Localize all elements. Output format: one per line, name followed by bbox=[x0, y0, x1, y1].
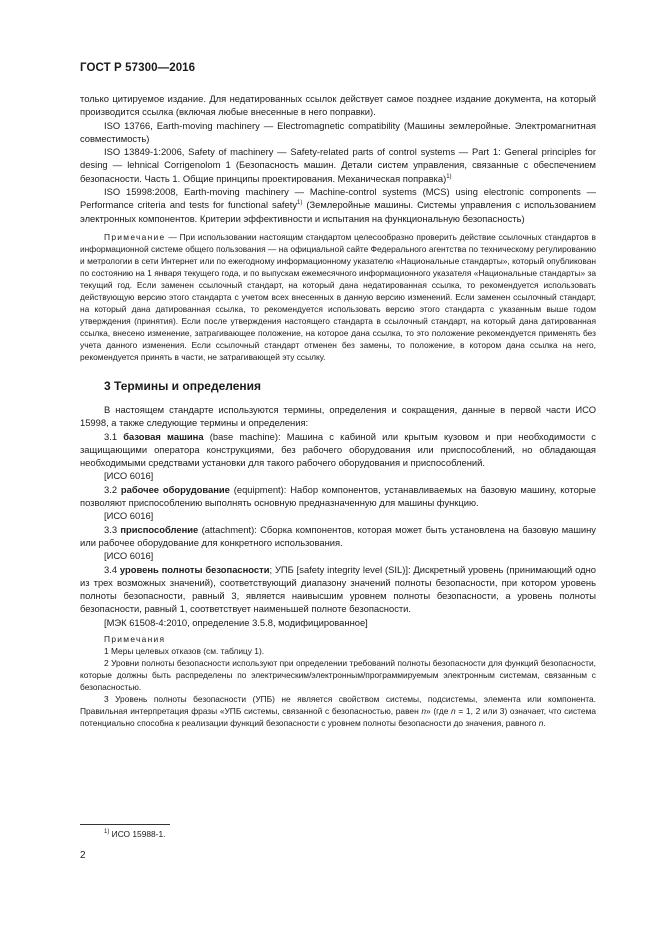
footnote-mark: 1) bbox=[446, 173, 452, 180]
section-3-intro: В настоящем стандарте используются термины, определения и сокращения, данные в первой части ИСО 15998, а также следующие термины и определения: bbox=[80, 403, 596, 429]
standard-code-header: ГОСТ Р 57300—2016 bbox=[80, 62, 196, 74]
note-3-part: 3 Уровень полноты безопасности (УПБ) не является свойством системы, подсистемы, элемента или компонента. Правильная интерпретация фразы «УПБ системы, связанной с безопасностью, равен bbox=[80, 694, 596, 717]
reference-iso-15998-text: ISO 15998:2008, Earth-moving machinery — Machine-control systems (MCS) using electronic components — Performance criteria and tests for functional safety bbox=[80, 186, 596, 211]
term-definition: (equipment): Набор компонентов, устанавливаемых на базовую машину, которые позволяют приспособлению выполнять основную предназначенную для машины функцию. bbox=[80, 483, 596, 509]
notes-label: Примечания bbox=[104, 634, 166, 645]
term-3-2 bbox=[80, 483, 596, 510]
note-1: 1 Меры целевых отказов (см. таблицу 1). bbox=[104, 646, 265, 657]
term-name: уровень полноты безопасности bbox=[119, 563, 270, 575]
reference-iso-13849 bbox=[80, 145, 596, 185]
term-number: 3.1 bbox=[104, 430, 124, 442]
note-3-var: n bbox=[421, 706, 427, 717]
term-name: базовая машина bbox=[123, 430, 204, 442]
intro-paragraph: только цитируемое издание. Для недатированных ссылок действует самое позднее издание документа, на который производится ссылка (включая любые внесенные в него поправки). bbox=[80, 93, 596, 118]
note-3-var: n bbox=[538, 718, 544, 729]
note-2: 2 Уровни полноты безопасности используют при определении требований полноты безопасности для функций безопасности, которые должны быть распределены по электрическим/электронным/программируемым электронным системам, связанным с безопасностью. bbox=[80, 658, 596, 693]
note-label: Примечание bbox=[104, 231, 166, 242]
footnote-separator bbox=[80, 824, 170, 825]
footnote-mark: 1) bbox=[297, 200, 303, 207]
term-definition: ; УПБ [safety integrity level (SIL)]: Дискретный уровень (принимающий одно из трех возможных значений), соответствующий диапазону значений полноты безопасности, при котором уровень полноты безопасности, равный 3, является наивысшим уровнем полноты безопасности, а уровень полноты безопасности, равный 1, соответствует наименьшей полноте безопасности. bbox=[80, 563, 596, 615]
footnote-mark: 1) bbox=[104, 829, 110, 836]
term-3-1 bbox=[80, 430, 596, 470]
reference-iso-15998-translation: (Землеройные машины. Системы управления с использованием электронных компонентов. Критерии эффективности и испытания на функциональную безопасность) bbox=[80, 199, 596, 224]
term-number: 3.4 bbox=[104, 563, 120, 575]
term-definition: (base machine): Машина с кабиной или крытым кузовом и при необходимости с защищающими оператора конструкциями, без рабочего оборудования или приспособлений, но обладающая необходимыми средствами установки для такого рабочего оборудования и приспособлений. bbox=[80, 430, 596, 469]
note-3 bbox=[80, 693, 596, 729]
page-number: 2 bbox=[80, 850, 86, 861]
term-3-3 bbox=[80, 523, 596, 550]
term-number: 3.2 bbox=[104, 483, 121, 495]
note-text: — При использовании настоящим стандартом целесообразно проверить действие ссылочных стандартов в информационной системе общего пользования — на официальной сайте Федерального агентства по техническому регулированию и метрологии в сети Интернет или по ежегодному информационному указателю «Национальные стандарты», который опубликован по состоянию на 1 января текущего года, и по выпускам ежемесячного информационного указателя «Национальные стандарты» за текущий год. Если заменен ссылочный стандарт, на который дана недатированная ссылка, то рекомендуется использовать действующую версию этого стандарта с учетом всех внесенных в данную версию изменений. Если заменен ссылочный стандарт, на который дана датированная ссылка, то рекомендуется использовать версию этого стандарта с указанным выше годом утверждения (принятия). Если после утверждения настоящего стандарта в ссылочный стандарт, на который дана датированная ссылка, внесено изменение, затрагивающее положение, на которое дана ссылка, то это положение рекомендуется применять без учета данного изменения. Если ссылочный стандарт отменен без замены, то положение, в котором дана ссылка на него, рекомендуется принять в части, не затрагивающей эту ссылку. bbox=[80, 231, 596, 362]
term-3-1-source: [ИСО 6016] bbox=[104, 470, 154, 482]
note-3-part: . bbox=[543, 718, 546, 729]
note-3-part: = 1, 2 или 3) означает, что система потенциально способна к реализации функций безопасности с уровнем полноты безопасности до значения, равного bbox=[80, 706, 596, 729]
term-3-4-source: [МЭК 61508-4:2010, определение 3.5.8, модифицированное] bbox=[104, 616, 368, 628]
section-3-title: 3 Термины и определения bbox=[104, 378, 262, 393]
term-name: приспособление bbox=[120, 523, 199, 535]
term-3-3-source: [ИСО 6016] bbox=[104, 550, 154, 562]
term-3-4 bbox=[80, 563, 596, 616]
term-name: рабочее оборудование bbox=[120, 483, 230, 495]
term-definition: (attachment): Сборка компонентов, которая может быть установлена на базовую машину или рабочее оборудование для конкретного использования. bbox=[80, 523, 596, 548]
footnote bbox=[104, 829, 165, 839]
footnote-text: ИСО 15988-1. bbox=[109, 829, 166, 839]
note-3-part: » (где bbox=[426, 706, 452, 717]
note-references bbox=[80, 231, 596, 363]
term-3-2-source: [ИСО 6016] bbox=[104, 510, 154, 522]
reference-iso-13849-text: ISO 13849-1:2006, Safety of machinery — Safety-related parts of control systems — Part 1: General principles for desing — lehnical Corrigenolom 1 (Безопасность машин. Детали систем управления, связанные с обеспечением безопасности. Часть 1. Общие принципы проектирования. Механическая поправка) bbox=[80, 146, 596, 184]
page-content bbox=[80, 92, 596, 729]
reference-iso-15998 bbox=[80, 185, 596, 225]
reference-iso-13766: ISO 13766, Earth-moving machinery — Electromagnetic compatibility (Машины землеройные. Электромагнитная совместимость) bbox=[80, 119, 596, 144]
note-3-var: n bbox=[451, 706, 456, 717]
term-number: 3.3 bbox=[104, 523, 121, 535]
